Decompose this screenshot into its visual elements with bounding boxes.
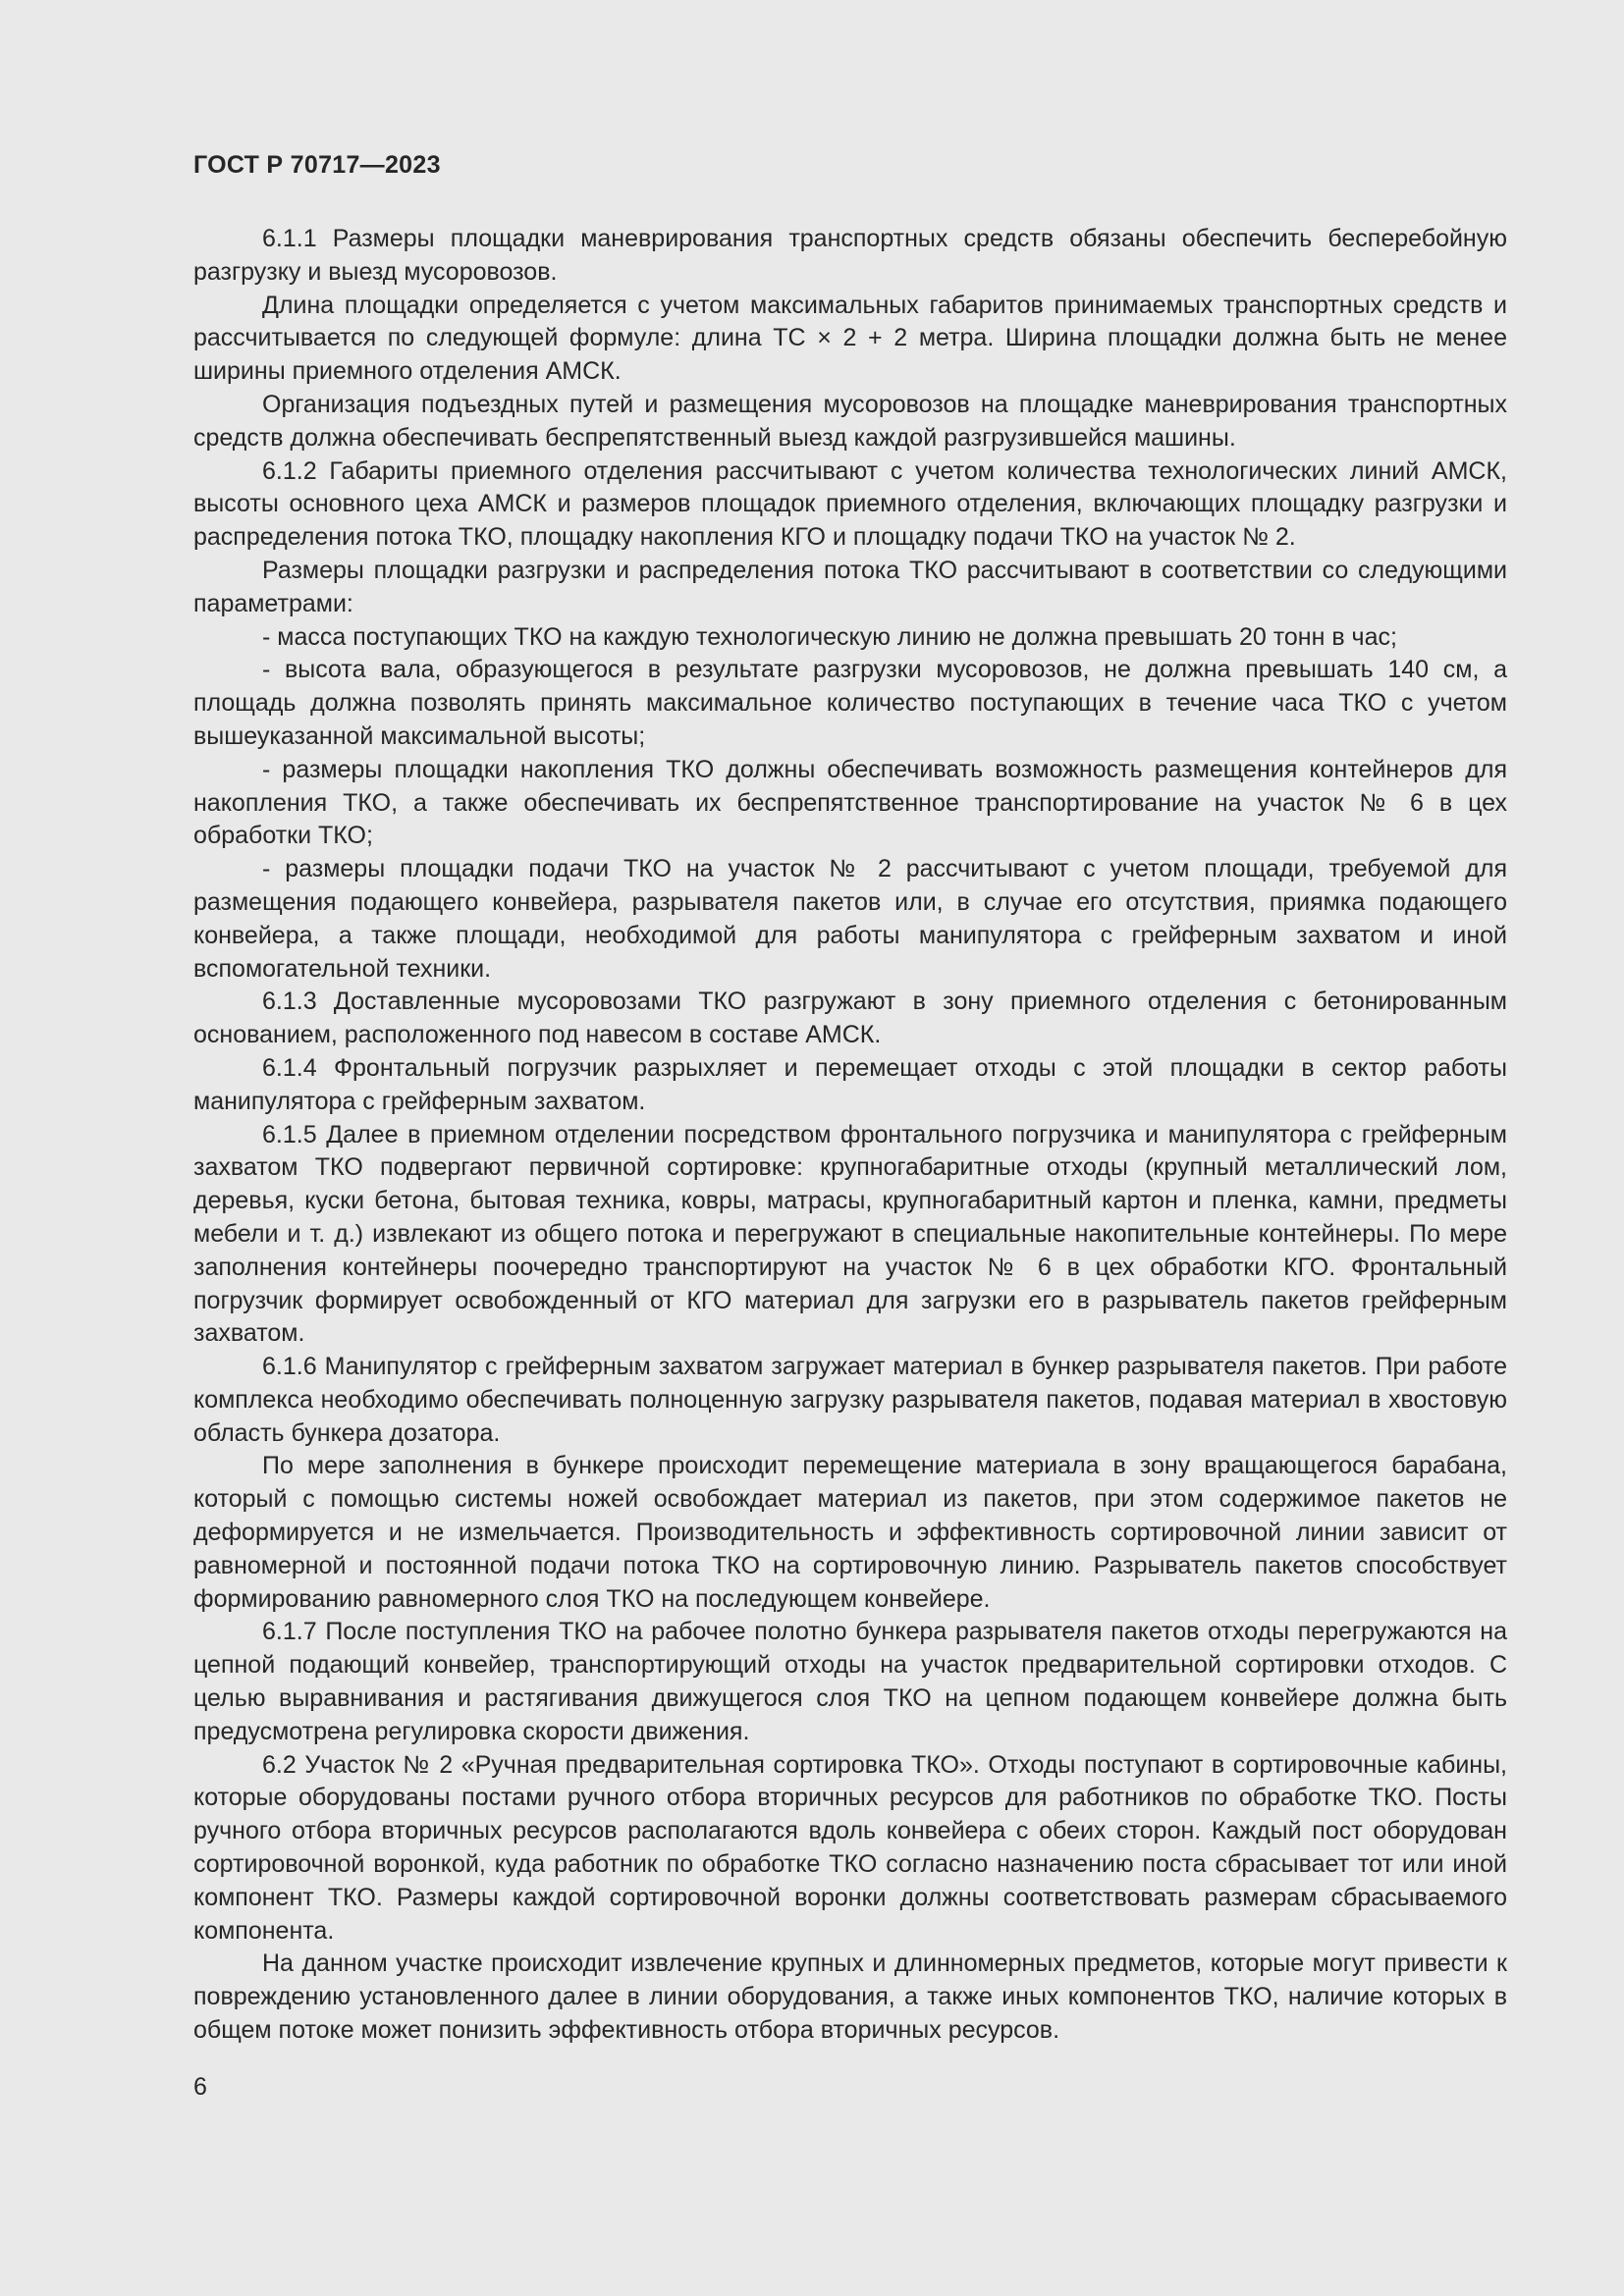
- paragraph: 6.2 Участок № 2 «Ручная предварительная сортировка ТКО». Отходы поступают в сортировочные кабины, которые оборудованы постами ручного отбора вторичных ресурсов для работников по обработке ТКО. Посты ручного отбора вторичных ресурсов располагаются вдоль конвейера с обеих сторон. Каждый пост оборудован сортировочной воронкой, куда работник по обработке ТКО согласно назначению поста сбрасывает тот или иной компонент ТКО. Размеры каждой сортировочной воронки должны соответствовать размерам сбрасываемого компонента.: [193, 1750, 1507, 1945]
- paragraph: Размеры площадки разгрузки и распределения потока ТКО рассчитывают в соответствии со следующими параметрами:: [193, 556, 1507, 617]
- paragraph: Организация подъездных путей и размещения мусоровозов на площадке маневрирования транспортных средств должна обеспечивать беспрепятственный выезд каждой разгрузившейся машины.: [193, 390, 1507, 452]
- paragraph: По мере заполнения в бункере происходит перемещение материала в зону вращающегося барабана, который с помощью системы ножей освобождает материал из пакетов, при этом содержимое пакетов не деформируется и не измельчается. Производительность и эффективность сортировочной линии зависит от равномерной и постоянной подачи потока ТКО на сортировочную линию. Разрыватель пакетов способствует формированию равномерного слоя ТКО на последующем конвейере.: [193, 1452, 1507, 1613]
- paragraph: 6.1.5 Далее в приемном отделении посредством фронтального погрузчика и манипулятора с грейферным захватом ТКО подвергают первичной сортировке: крупногабаритные отходы (крупный металлический лом, деревья, куски бетона, бытовая техника, ковры, матрасы, крупногабаритный картон и пленка, камни, предметы мебели и т. д.) извлекают из общего потока и перегружают в специальные накопительные контейнеры. По мере заполнения контейнеры поочередно транспортируют на участок № 6 в цех обработки КГО. Фронтальный погрузчик формирует освобожденный от КГО материал для загрузки его в разрыватель пакетов грейферным захватом.: [193, 1120, 1507, 1348]
- paragraph: Длина площадки определяется с учетом максимальных габаритов принимаемых транспортных средств и рассчитывается по следующей формуле: длина ТС × 2 + 2 метра. Ширина площадки должна быть не менее ширины приемного отделения АМСК.: [193, 291, 1507, 386]
- page-number: 6: [193, 2073, 207, 2101]
- list-item: - размеры площадки подачи ТКО на участок № 2 рассчитывают с учетом площади, требуемой для размещения подающего конвейера, разрывателя пакетов или, в случае его отсутствия, приямка подающего конвейера, а также площади, необходимой для работы манипулятора с грейферным захватом и иной вспомогательной техники.: [193, 855, 1507, 983]
- paragraph: 6.1.6 Манипулятор с грейферным захватом загружает материал в бункер разрывателя пакетов. При работе комплекса необходимо обеспечивать полноценную загрузку разрывателя пакетов, подавая материал в хвостовую область бункера дозатора.: [193, 1353, 1507, 1447]
- list-item: - масса поступающих ТКО на каждую технологическую линию не должна превышать 20 тонн в час;: [262, 622, 1397, 651]
- document-body: [193, 223, 1507, 2048]
- paragraph: 6.1.3 Доставленные мусоровозами ТКО разгружают в зону приемного отделения с бетонированным основанием, расположенного под навесом в составе АМСК.: [193, 988, 1507, 1049]
- paragraph: 6.1.2 Габариты приемного отделения рассчитывают с учетом количества технологических линий АМСК, высоты основного цеха АМСК и размеров площадок приемного отделения, включающих площадку разгрузки и распределения потока ТКО, площадку накопления КГО и площадку подачи ТКО на участок № 2.: [193, 456, 1507, 552]
- paragraph: На данном участке происходит извлечение крупных и длинномерных предметов, которые могут привести к повреждению установленного далее в линии оборудования, а также иных компонентов ТКО, наличие которых в общем потоке может понизить эффективность отбора вторичных ресурсов.: [193, 1949, 1507, 2045]
- page-header: ГОСТ Р 70717—2023: [193, 151, 441, 179]
- list-item: - размеры площадки накопления ТКО должны обеспечивать возможность размещения контейнеров для накопления ТКО, а также обеспечивать их беспрепятственное транспортирование на участок № 6 в цех обработки ТКО;: [193, 755, 1507, 850]
- list-item: - высота вала, образующегося в результате разгрузки мусоровозов, не должна превышать 140 см, а площадь должна позволять принять максимальное количество поступающих в течение часа ТКО с учетом вышеуказанной максимальной высоты;: [193, 656, 1507, 750]
- paragraph: 6.1.4 Фронтальный погрузчик разрыхляет и перемещает отходы с этой площадки в сектор работы манипулятора с грейферным захватом.: [193, 1053, 1507, 1115]
- paragraph: 6.1.7 После поступления ТКО на рабочее полотно бункера разрывателя пакетов отходы перегружаются на цепной подающий конвейер, транспортирующий отходы на участок предварительной сортировки отходов. С целью выравнивания и растягивания движущегося слоя ТКО на цепном подающем конвейере должна быть предусмотрена регулировка скорости движения.: [193, 1618, 1507, 1745]
- paragraph: 6.1.1 Размеры площадки маневрирования транспортных средств обязаны обеспечить бесперебойную разгрузку и выезд мусоровозов.: [193, 225, 1507, 286]
